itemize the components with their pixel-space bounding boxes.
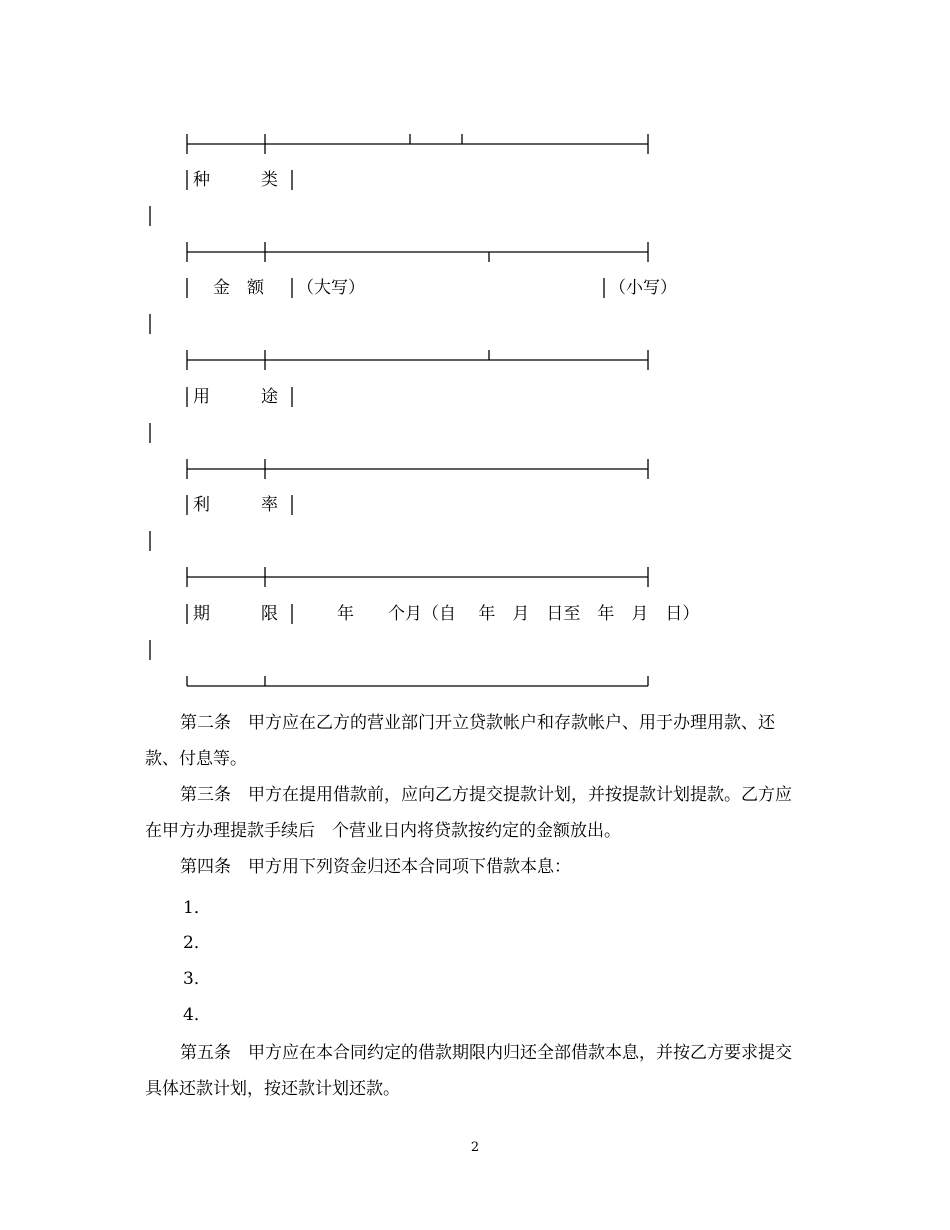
list-item-1: 1． — [183, 898, 211, 918]
article-text: 甲方应在本合同约定的借款期限内归还全部借款本息，并按乙方要求提交具体还款计划，按还款计划还款。 — [145, 1043, 792, 1099]
article-heading: 第二条 — [180, 713, 231, 733]
article-text: 甲方应在乙方的营业部门开立贷款帐户和存款帐户、用于办理用款、还款、付息等。 — [145, 713, 775, 769]
list-item-2: 2． — [183, 933, 211, 953]
article-3 — [145, 777, 805, 849]
form-label-purpose: 用 途 — [193, 387, 278, 407]
article-4 — [145, 849, 805, 885]
amount-lower-label: （小写） — [609, 278, 677, 298]
form-label-type: 种 类 — [193, 170, 278, 190]
article-heading: 第四条 — [180, 857, 231, 877]
article-heading: 第三条 — [180, 785, 231, 805]
list-item-3: 3． — [183, 969, 211, 989]
article-text: 甲方用下列资金归还本合同项下借款本息： — [248, 857, 571, 877]
list-item-4: 4． — [183, 1005, 211, 1025]
form-label-rate: 利 率 — [193, 495, 278, 515]
article-2 — [145, 705, 805, 777]
article-heading: 第五条 — [180, 1043, 231, 1063]
article-text: 甲方在提用借款前，应向乙方提交提款计划，并按提款计划提款。乙方应在甲方办理提款手续后 个营业日内将贷款按约定的金额放出。 — [145, 785, 792, 841]
form-label-term: 期 限 — [193, 604, 278, 624]
amount-upper-label: （大写） — [297, 278, 365, 298]
form-label-amount: 金 额 — [213, 278, 264, 298]
term-content: 年 个月（自 年 月 日至 年 月 日） — [337, 604, 700, 624]
article-5 — [145, 1035, 805, 1107]
page-number: 2 — [470, 1140, 480, 1155]
